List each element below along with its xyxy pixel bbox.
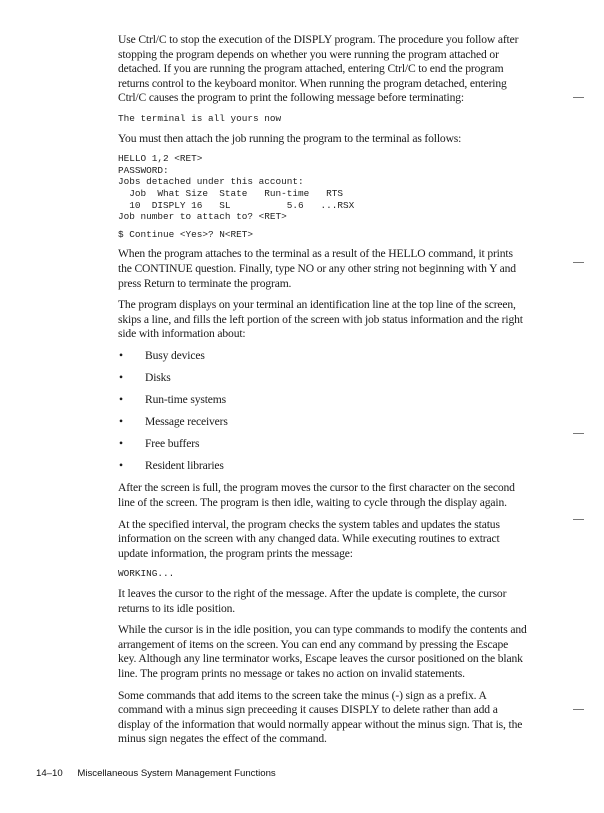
margin-mark [573,262,584,263]
bullet-icon: • [119,415,123,429]
paragraph-minus-prefix: Some commands that add items to the screen take the minus (-) sign as a prefix. A command with a minus sign preceeding it causes DISPLY to delete rather than add a display of the information that would normally appear without the minus sign. That is, the minus sign negates the effect of the command. [118,688,523,746]
page-footer [36,768,604,780]
list-item-text: Busy devices [145,348,205,362]
list-item-text: Run-time systems [145,393,227,407]
code-line: PASSWORD: [118,164,169,176]
bullet-icon: • [119,393,123,407]
paragraph-screen-full: After the screen is full, the program moves the cursor to the first character on the second line of the screen. The program is then idle, waiting to cycle through the display again. [118,481,515,510]
list-item [118,437,528,452]
paragraph-interval-update: At the specified interval, the program checks the system tables and updates the status information on the screen with any changed data. While executing routines to extract update information, the program prints the message: [118,517,500,560]
code-line: Job number to attach to? <RET> [118,211,287,223]
margin-mark [573,519,584,520]
code-hello-session [118,153,528,223]
list-item [118,371,528,386]
list-item [118,415,528,430]
page-body [118,33,528,754]
code-continue-prompt: $ Continue <Yes>? N<RET> [118,228,254,240]
margin-mark [573,433,584,434]
paragraph-cursor-position: It leaves the cursor to the right of the message. After the update is complete, the cursor returns to its idle position. [118,587,507,615]
list-item-text: Message receivers [145,415,228,429]
paragraph-idle-commands: While the cursor is in the idle position, you can type commands to modify the contents and arrangement of items on the screen. You can end any command by pressing the Escape key. Although any line terminator works, Escape leaves the cursor positioned on the blank line. The program prints no message or takes no action on invalid statements. [118,623,527,680]
paragraph-display-layout: The program displays on your terminal an identification line at the top line of the screen, skips a line, and fills the left portion of the screen with job status information and the right side with information about: [118,298,523,341]
list-item [118,459,528,474]
list-item [118,349,528,364]
margin-mark [573,97,584,98]
list-item-text: Disks [145,370,171,384]
code-line: HELLO 1,2 <RET> [118,153,203,165]
paragraph-attach-job: You must then attach the job running the program to the terminal as follows: [118,131,462,145]
bullet-icon: • [119,437,123,451]
code-line: 10 DISPLY 16 SL 5.6 ...RSX [118,199,355,211]
bullet-icon: • [119,459,123,473]
list-item-text: Resident libraries [145,459,224,473]
footer-spacer [0,754,604,768]
list-item [118,393,528,408]
paragraph-stop-execution: Use Ctrl/C to stop the execution of the DISPLY program. The procedure you follow after stopping the program depends on whether you were running the program attached or detached. If you are running the program attached, entering Ctrl/C to end the program returns control to the keyboard monitor. When running the program detached, entering Ctrl/C causes the program to print the following message before terminating: [118,33,519,105]
bullet-icon: • [119,348,123,362]
section-title: Miscellaneous System Management Functions [77,767,276,779]
bullet-icon: • [119,370,123,384]
code-terminal-message: The terminal is all yours now [118,112,282,124]
paragraph-continue-question: When the program attaches to the terminal as a result of the HELLO command, it prints the CONTINUE question. Finally, type NO or any other string not beginning with Y and press Return to terminate the program. [118,247,516,290]
code-working-message: WORKING... [118,568,175,580]
margin-mark [573,709,584,710]
list-item-text: Free buffers [145,437,200,451]
info-bullet-list [118,349,528,474]
code-line: Jobs detached under this account: [118,176,304,188]
page-number: 14–10 [36,767,63,779]
code-line: Job What Size State Run-time RTS [118,187,344,199]
